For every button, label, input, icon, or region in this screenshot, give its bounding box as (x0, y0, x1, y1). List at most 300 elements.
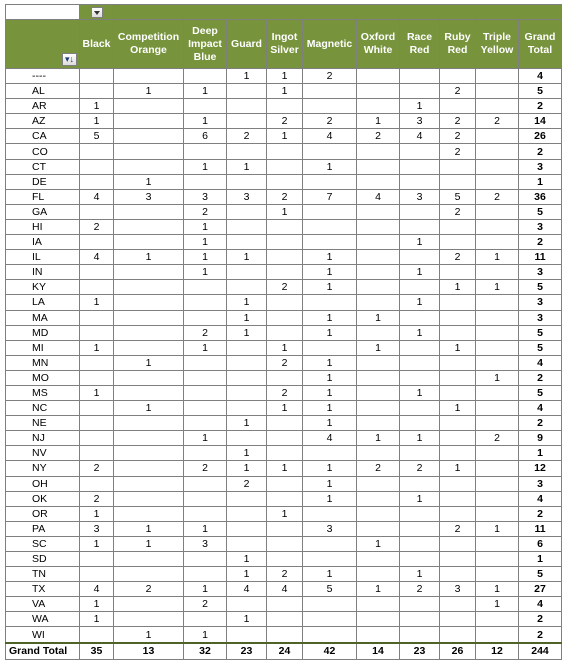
table-cell (357, 84, 400, 99)
row-label[interactable]: TN (6, 567, 80, 582)
row-label[interactable]: OH (6, 476, 80, 491)
grand-total-cell: 14 (357, 643, 400, 660)
table-cell: 2 (303, 69, 357, 84)
table-cell (184, 69, 227, 84)
table-cell: 1 (357, 582, 400, 597)
row-label[interactable]: VA (6, 597, 80, 612)
table-cell (357, 159, 400, 174)
table-cell (303, 235, 357, 250)
table-cell: 1 (184, 159, 227, 174)
row-label[interactable]: MO (6, 370, 80, 385)
table-cell: 1 (303, 159, 357, 174)
table-cell (184, 506, 227, 521)
row-label[interactable]: ---- (6, 69, 80, 84)
table-row (6, 385, 562, 400)
row-label[interactable]: MA (6, 310, 80, 325)
table-cell: 1 (184, 114, 227, 129)
table-cell (476, 204, 519, 219)
table-cell (400, 174, 440, 189)
row-label[interactable]: LA (6, 295, 80, 310)
table-cell (476, 567, 519, 582)
table-cell (114, 446, 184, 461)
table-cell: 2 (227, 476, 267, 491)
table-cell (114, 506, 184, 521)
table-row (6, 69, 562, 84)
table-cell (440, 536, 476, 551)
table-cell: 1 (303, 310, 357, 325)
table-row (6, 567, 562, 582)
table-row (6, 506, 562, 521)
row-label[interactable]: MD (6, 325, 80, 340)
table-cell (184, 99, 227, 114)
row-label[interactable]: TX (6, 582, 80, 597)
table-cell (114, 144, 184, 159)
table-cell: 1 (303, 491, 357, 506)
grand-total-cell: 26 (440, 643, 476, 660)
table-cell (114, 204, 184, 219)
table-cell: 1 (476, 521, 519, 536)
table-cell: 3 (184, 536, 227, 551)
table-cell (114, 416, 184, 431)
table-cell: 1 (357, 114, 400, 129)
table-cell: 1 (400, 385, 440, 400)
table-row (6, 582, 562, 597)
grand-total-cell: 12 (476, 643, 519, 660)
table-cell (80, 204, 114, 219)
table-cell (114, 325, 184, 340)
table-cell: 4 (80, 250, 114, 265)
table-cell: 1 (114, 174, 184, 189)
column-header-grand-total: Grand Total (519, 20, 562, 69)
table-row (6, 235, 562, 250)
table-cell: 4 (303, 431, 357, 446)
row-label[interactable]: NJ (6, 431, 80, 446)
row-label[interactable]: MN (6, 355, 80, 370)
row-grand-total-cell: 11 (519, 250, 562, 265)
table-cell (114, 235, 184, 250)
table-cell (267, 431, 303, 446)
row-grand-total-cell: 14 (519, 114, 562, 129)
table-cell (267, 612, 303, 627)
table-cell: 1 (184, 235, 227, 250)
table-cell: 1 (227, 325, 267, 340)
row-label[interactable]: AL (6, 84, 80, 99)
table-cell (227, 521, 267, 536)
column-header-oxford-white: Oxford White (357, 20, 400, 69)
table-cell (114, 114, 184, 129)
table-cell (227, 280, 267, 295)
table-cell (476, 174, 519, 189)
table-cell: 2 (184, 597, 227, 612)
sort-filter-button[interactable] (62, 53, 77, 66)
table-cell: 4 (267, 582, 303, 597)
table-cell (400, 446, 440, 461)
row-label[interactable]: CA (6, 129, 80, 144)
column-header-competition-orange: Competition Orange (114, 20, 184, 69)
table-cell (114, 99, 184, 114)
table-cell (80, 310, 114, 325)
table-cell (303, 627, 357, 643)
row-label[interactable]: CT (6, 159, 80, 174)
table-cell: 1 (303, 385, 357, 400)
table-cell (357, 491, 400, 506)
table-cell (267, 174, 303, 189)
row-grand-total-cell: 12 (519, 461, 562, 476)
table-cell (400, 552, 440, 567)
table-cell (357, 446, 400, 461)
table-cell: 1 (227, 461, 267, 476)
table-cell (476, 235, 519, 250)
table-cell: 1 (267, 461, 303, 476)
table-cell (227, 99, 267, 114)
table-cell (267, 310, 303, 325)
table-cell: 2 (80, 219, 114, 234)
table-cell (303, 99, 357, 114)
table-cell (184, 401, 227, 416)
row-label[interactable]: CO (6, 144, 80, 159)
row-grand-total-cell: 5 (519, 567, 562, 582)
table-cell (440, 235, 476, 250)
row-label[interactable]: GA (6, 204, 80, 219)
table-cell (440, 627, 476, 643)
row-label[interactable]: HI (6, 219, 80, 234)
row-label[interactable]: KY (6, 280, 80, 295)
table-cell (114, 310, 184, 325)
table-cell (357, 597, 400, 612)
table-cell (267, 159, 303, 174)
table-cell: 3 (400, 189, 440, 204)
row-label[interactable]: PA (6, 521, 80, 536)
row-grand-total-cell: 4 (519, 69, 562, 84)
table-row (6, 84, 562, 99)
table-row (6, 174, 562, 189)
table-cell (476, 310, 519, 325)
row-label[interactable]: NE (6, 416, 80, 431)
table-row (6, 521, 562, 536)
row-label[interactable]: IA (6, 235, 80, 250)
table-cell: 2 (184, 325, 227, 340)
table-cell (476, 552, 519, 567)
table-cell: 1 (184, 521, 227, 536)
table-cell: 4 (400, 129, 440, 144)
row-grand-total-cell: 5 (519, 84, 562, 99)
table-cell (440, 99, 476, 114)
row-label[interactable]: SC (6, 536, 80, 551)
table-cell: 1 (476, 280, 519, 295)
table-cell: 1 (80, 597, 114, 612)
table-cell: 2 (303, 114, 357, 129)
table-cell (227, 597, 267, 612)
table-cell: 4 (227, 582, 267, 597)
table-cell: 2 (267, 385, 303, 400)
table-cell (440, 370, 476, 385)
table-cell (357, 552, 400, 567)
table-cell: 1 (227, 552, 267, 567)
table-cell (476, 446, 519, 461)
table-cell: 3 (227, 189, 267, 204)
table-cell: 1 (267, 129, 303, 144)
table-cell (267, 325, 303, 340)
table-cell (227, 174, 267, 189)
table-cell (114, 340, 184, 355)
table-cell: 1 (184, 265, 227, 280)
table-cell (476, 612, 519, 627)
table-cell (440, 174, 476, 189)
table-cell (357, 99, 400, 114)
table-cell (476, 355, 519, 370)
table-cell (184, 280, 227, 295)
grand-total-cell: 35 (80, 643, 114, 660)
row-grand-total-cell: 4 (519, 491, 562, 506)
table-cell (400, 355, 440, 370)
row-grand-total-cell: 9 (519, 431, 562, 446)
table-cell (476, 99, 519, 114)
table-cell: 2 (440, 114, 476, 129)
table-cell (184, 310, 227, 325)
table-cell (114, 295, 184, 310)
table-cell (267, 370, 303, 385)
sort-filter-icon: ▾↓ (64, 54, 75, 64)
row-grand-total-cell: 3 (519, 219, 562, 234)
table-cell (440, 431, 476, 446)
grand-total-cell: 42 (303, 643, 357, 660)
table-cell: 1 (400, 431, 440, 446)
table-cell (476, 69, 519, 84)
table-cell (303, 219, 357, 234)
dropdown-arrow-icon (94, 11, 100, 15)
row-grand-total-cell: 5 (519, 340, 562, 355)
table-cell (114, 597, 184, 612)
table-cell (440, 385, 476, 400)
column-header-magnetic: Magnetic (303, 20, 357, 69)
table-cell (400, 476, 440, 491)
table-cell (267, 597, 303, 612)
table-cell: 1 (303, 370, 357, 385)
table-cell: 4 (80, 582, 114, 597)
table-cell (80, 446, 114, 461)
table-cell (303, 506, 357, 521)
table-cell: 1 (440, 340, 476, 355)
table-cell (476, 476, 519, 491)
table-cell: 1 (303, 265, 357, 280)
table-cell (400, 159, 440, 174)
table-cell: 1 (267, 401, 303, 416)
row-label[interactable]: AR (6, 99, 80, 114)
table-cell (267, 627, 303, 643)
table-cell: 1 (80, 536, 114, 551)
row-label[interactable]: IL (6, 250, 80, 265)
table-cell (440, 325, 476, 340)
row-grand-total-cell: 11 (519, 521, 562, 536)
column-filter-cell[interactable] (80, 5, 114, 20)
table-cell (440, 159, 476, 174)
table-cell: 1 (114, 521, 184, 536)
row-grand-total-cell: 5 (519, 280, 562, 295)
table-cell (80, 280, 114, 295)
row-grand-total-cell: 36 (519, 189, 562, 204)
table-cell (357, 567, 400, 582)
table-cell (227, 491, 267, 506)
table-cell: 3 (440, 582, 476, 597)
filter-corner-cell (6, 5, 80, 20)
table-cell: 3 (400, 114, 440, 129)
table-cell (357, 506, 400, 521)
row-label[interactable]: AZ (6, 114, 80, 129)
column-header-race-red: Race Red (400, 20, 440, 69)
table-cell (227, 219, 267, 234)
table-cell: 2 (80, 491, 114, 506)
table-cell (267, 491, 303, 506)
table-cell (267, 476, 303, 491)
row-grand-total-cell: 3 (519, 310, 562, 325)
table-cell (80, 325, 114, 340)
row-grand-total-cell: 1 (519, 446, 562, 461)
table-cell (184, 370, 227, 385)
row-grand-total-cell: 4 (519, 597, 562, 612)
table-row (6, 114, 562, 129)
table-cell: 1 (80, 340, 114, 355)
table-cell (303, 84, 357, 99)
table-cell (114, 370, 184, 385)
row-grand-total-cell: 27 (519, 582, 562, 597)
grand-total-cell: 32 (184, 643, 227, 660)
table-cell (400, 521, 440, 536)
row-grand-total-cell: 2 (519, 612, 562, 627)
table-cell (114, 69, 184, 84)
table-cell: 1 (303, 401, 357, 416)
table-cell: 2 (440, 84, 476, 99)
table-row (6, 431, 562, 446)
row-label[interactable]: MI (6, 340, 80, 355)
table-cell (440, 597, 476, 612)
row-grand-total-cell: 4 (519, 401, 562, 416)
column-header-ingot-silver: Ingot Silver (267, 20, 303, 69)
table-cell (357, 627, 400, 643)
table-cell (440, 416, 476, 431)
table-cell (184, 567, 227, 582)
table-cell: 1 (114, 627, 184, 643)
table-cell: 2 (440, 250, 476, 265)
row-label[interactable]: FL (6, 189, 80, 204)
row-label[interactable]: MS (6, 385, 80, 400)
table-cell (400, 597, 440, 612)
table-cell (80, 144, 114, 159)
table-row (6, 627, 562, 643)
table-cell (476, 536, 519, 551)
table-cell (80, 159, 114, 174)
grand-total-cell: 23 (400, 643, 440, 660)
table-cell (440, 310, 476, 325)
table-cell (114, 552, 184, 567)
table-cell (400, 401, 440, 416)
table-cell (184, 612, 227, 627)
table-cell: 5 (303, 582, 357, 597)
table-cell: 2 (440, 144, 476, 159)
table-cell (357, 69, 400, 84)
row-label[interactable]: WA (6, 612, 80, 627)
table-cell: 1 (80, 612, 114, 627)
row-label[interactable]: OK (6, 491, 80, 506)
table-cell (227, 340, 267, 355)
column-header-guard: Guard (227, 20, 267, 69)
table-cell (400, 204, 440, 219)
table-cell: 1 (80, 385, 114, 400)
table-cell (476, 385, 519, 400)
table-cell (303, 204, 357, 219)
table-cell (476, 265, 519, 280)
row-label[interactable]: OR (6, 506, 80, 521)
row-grand-total-cell: 2 (519, 99, 562, 114)
table-row (6, 144, 562, 159)
table-cell (267, 552, 303, 567)
table-row (6, 355, 562, 370)
table-row (6, 340, 562, 355)
table-cell: 1 (227, 295, 267, 310)
table-cell: 1 (440, 461, 476, 476)
table-cell (80, 401, 114, 416)
table-cell (476, 144, 519, 159)
table-cell (357, 370, 400, 385)
row-label[interactable]: IN (6, 265, 80, 280)
table-row (6, 597, 562, 612)
table-cell (80, 416, 114, 431)
row-label[interactable]: WI (6, 627, 80, 643)
table-row (6, 552, 562, 567)
table-cell (184, 144, 227, 159)
column-filter-button[interactable] (91, 7, 103, 18)
table-cell (267, 446, 303, 461)
column-header-deep-impact-blue: Deep Impact Blue (184, 20, 227, 69)
table-cell: 1 (114, 250, 184, 265)
table-cell: 1 (476, 250, 519, 265)
table-cell (114, 431, 184, 446)
table-cell (267, 219, 303, 234)
table-cell: 1 (184, 250, 227, 265)
table-cell (440, 446, 476, 461)
table-cell (80, 265, 114, 280)
table-cell (357, 355, 400, 370)
filter-row-fill (114, 5, 562, 20)
table-row (6, 461, 562, 476)
row-label[interactable]: NC (6, 401, 80, 416)
table-cell: 2 (357, 461, 400, 476)
table-cell (400, 250, 440, 265)
table-cell (227, 385, 267, 400)
table-row (6, 204, 562, 219)
table-cell: 1 (80, 295, 114, 310)
grand-total-cell: 23 (227, 643, 267, 660)
row-label[interactable]: NY (6, 461, 80, 476)
table-cell (440, 265, 476, 280)
table-cell (114, 567, 184, 582)
row-grand-total-cell: 5 (519, 325, 562, 340)
row-label[interactable]: SD (6, 552, 80, 567)
table-cell (400, 370, 440, 385)
row-label[interactable]: NV (6, 446, 80, 461)
row-label[interactable]: DE (6, 174, 80, 189)
table-cell (357, 265, 400, 280)
table-cell (476, 506, 519, 521)
table-cell (80, 627, 114, 643)
table-cell: 4 (80, 189, 114, 204)
table-cell (184, 355, 227, 370)
table-cell (184, 446, 227, 461)
table-cell (357, 521, 400, 536)
table-cell (114, 491, 184, 506)
row-grand-total-cell: 2 (519, 144, 562, 159)
row-label-header (6, 20, 80, 69)
table-cell (267, 295, 303, 310)
